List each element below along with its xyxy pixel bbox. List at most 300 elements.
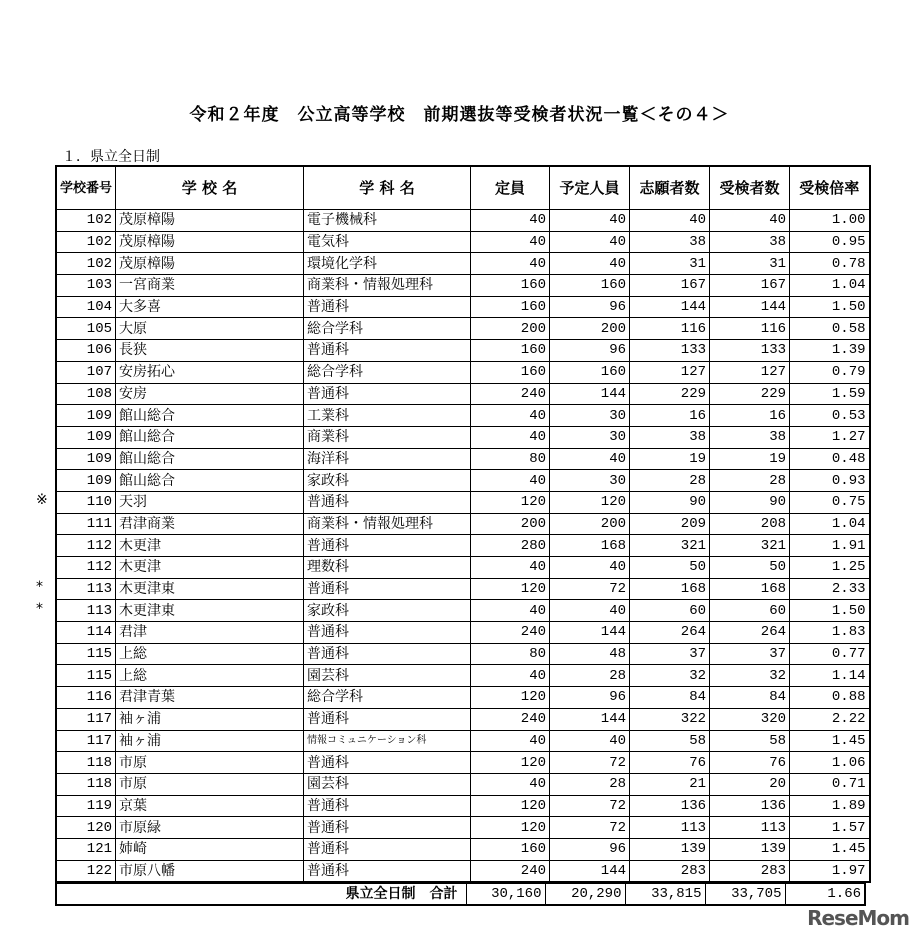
department-cell: 普通科 — [304, 817, 471, 839]
school-number-cell: 109 — [56, 448, 116, 470]
examinees-cell: 38 — [710, 231, 790, 253]
planned-cell: 72 — [550, 752, 630, 774]
capacity-cell: 40 — [471, 405, 550, 427]
school-number-cell: 118 — [56, 752, 116, 774]
department-cell: 普通科 — [304, 535, 471, 557]
table-row — [56, 231, 870, 253]
table-row — [56, 687, 870, 709]
total-applicants: 33,815 — [625, 883, 705, 905]
applicants-cell: 40 — [630, 210, 710, 232]
planned-cell: 200 — [550, 318, 630, 340]
planned-cell: 30 — [550, 405, 630, 427]
school-number-cell: 109 — [56, 470, 116, 492]
capacity-cell: 120 — [471, 817, 550, 839]
applicants-cell: 60 — [630, 600, 710, 622]
ratio-cell: 0.48 — [790, 448, 870, 470]
applicants-cell: 139 — [630, 838, 710, 860]
capacity-cell: 200 — [471, 318, 550, 340]
school-number-cell: 118 — [56, 773, 116, 795]
table-row — [56, 838, 870, 860]
school-number-cell: 102 — [56, 210, 116, 232]
examinees-cell: 38 — [710, 426, 790, 448]
school-name-cell: 君津商業 — [116, 513, 304, 535]
school-number-cell: 105 — [56, 318, 116, 340]
header-ratio: 受検倍率 — [790, 166, 870, 210]
ratio-cell: 1.04 — [790, 275, 870, 297]
table-row — [56, 535, 870, 557]
examinees-cell: 144 — [710, 296, 790, 318]
applicants-cell: 127 — [630, 361, 710, 383]
ratio-cell: 1.14 — [790, 665, 870, 687]
ratio-cell: 1.59 — [790, 383, 870, 405]
school-name-cell: 館山総合 — [116, 470, 304, 492]
department-cell: 普通科 — [304, 622, 471, 644]
ratio-cell: 0.58 — [790, 318, 870, 340]
ratio-cell: 2.22 — [790, 708, 870, 730]
school-number-cell: 114 — [56, 622, 116, 644]
department-cell: 電気科 — [304, 231, 471, 253]
examinees-cell: 32 — [710, 665, 790, 687]
school-name-cell: 袖ヶ浦 — [116, 730, 304, 752]
school-name-cell: 木更津東 — [116, 578, 304, 600]
capacity-cell: 240 — [471, 708, 550, 730]
table-row — [56, 513, 870, 535]
table-row — [56, 665, 870, 687]
school-number-cell: 115 — [56, 665, 116, 687]
applicants-cell: 167 — [630, 275, 710, 297]
examinees-cell: 168 — [710, 578, 790, 600]
planned-cell: 160 — [550, 275, 630, 297]
school-number-cell: 112 — [56, 557, 116, 579]
planned-cell: 40 — [550, 210, 630, 232]
school-number-cell: 109 — [56, 426, 116, 448]
table-row — [56, 318, 870, 340]
applicants-cell: 322 — [630, 708, 710, 730]
ratio-cell: 1.27 — [790, 426, 870, 448]
school-name-cell: 館山総合 — [116, 405, 304, 427]
ratio-cell: 0.79 — [790, 361, 870, 383]
school-name-cell: 安房拓心 — [116, 361, 304, 383]
planned-cell: 200 — [550, 513, 630, 535]
school-number-cell: 119 — [56, 795, 116, 817]
department-cell: 情報コミュニケーション科 — [304, 730, 471, 752]
applicants-cell: 209 — [630, 513, 710, 535]
header-department: 学 科 名 — [304, 166, 471, 210]
capacity-cell: 120 — [471, 795, 550, 817]
table-row — [56, 730, 870, 752]
school-number-cell: 107 — [56, 361, 116, 383]
planned-cell: 72 — [550, 817, 630, 839]
planned-cell: 30 — [550, 470, 630, 492]
page-title: 令和２年度 公立高等学校 前期選抜等受検者状況一覧＜その４＞ — [189, 105, 730, 125]
examinees-cell: 90 — [710, 491, 790, 513]
applicants-cell: 28 — [630, 470, 710, 492]
school-name-cell: 市原緑 — [116, 817, 304, 839]
school-number-cell: 117 — [56, 730, 116, 752]
school-number-cell: 120 — [56, 817, 116, 839]
school-number-cell: 103 — [56, 275, 116, 297]
school-name-cell: 君津青葉 — [116, 687, 304, 709]
header-school-name: 学 校 名 — [116, 166, 304, 210]
examinees-cell: 60 — [710, 600, 790, 622]
header-applicants: 志願者数 — [630, 166, 710, 210]
department-cell: 電子機械科 — [304, 210, 471, 232]
note-marker: * — [36, 578, 43, 595]
capacity-cell: 120 — [471, 752, 550, 774]
capacity-cell: 240 — [471, 383, 550, 405]
applicants-cell: 229 — [630, 383, 710, 405]
department-cell: 家政科 — [304, 470, 471, 492]
planned-cell: 96 — [550, 687, 630, 709]
department-cell: 普通科 — [304, 296, 471, 318]
applicants-cell: 19 — [630, 448, 710, 470]
department-cell: 普通科 — [304, 860, 471, 882]
resemom-logo: ReseMom — [807, 906, 909, 930]
planned-cell: 30 — [550, 426, 630, 448]
examinees-cell: 40 — [710, 210, 790, 232]
planned-cell: 40 — [550, 231, 630, 253]
planned-cell: 144 — [550, 708, 630, 730]
school-name-cell: 大多喜 — [116, 296, 304, 318]
table-row — [56, 557, 870, 579]
capacity-cell: 280 — [471, 535, 550, 557]
school-number-cell: 113 — [56, 600, 116, 622]
examinees-cell: 229 — [710, 383, 790, 405]
planned-cell: 144 — [550, 383, 630, 405]
ratio-cell: 0.78 — [790, 253, 870, 275]
department-cell: 園芸科 — [304, 665, 471, 687]
examinees-cell: 321 — [710, 535, 790, 557]
school-name-cell: 茂原樟陽 — [116, 253, 304, 275]
ratio-cell: 1.04 — [790, 513, 870, 535]
school-name-cell: 姉崎 — [116, 838, 304, 860]
applicants-cell: 37 — [630, 643, 710, 665]
capacity-cell: 40 — [471, 253, 550, 275]
planned-cell: 144 — [550, 622, 630, 644]
planned-cell: 72 — [550, 578, 630, 600]
applicants-cell: 90 — [630, 491, 710, 513]
total-examinees: 33,705 — [705, 883, 785, 905]
school-name-cell: 館山総合 — [116, 448, 304, 470]
capacity-cell: 240 — [471, 622, 550, 644]
examinees-cell: 76 — [710, 752, 790, 774]
planned-cell: 144 — [550, 860, 630, 882]
planned-cell: 40 — [550, 253, 630, 275]
examinees-cell: 116 — [710, 318, 790, 340]
ratio-cell: 1.91 — [790, 535, 870, 557]
school-name-cell: 京葉 — [116, 795, 304, 817]
capacity-cell: 40 — [471, 600, 550, 622]
department-cell: 普通科 — [304, 752, 471, 774]
capacity-cell: 160 — [471, 340, 550, 362]
table-row — [56, 795, 870, 817]
school-name-cell: 上総 — [116, 665, 304, 687]
examinees-cell: 127 — [710, 361, 790, 383]
ratio-cell: 1.57 — [790, 817, 870, 839]
planned-cell: 40 — [550, 448, 630, 470]
school-name-cell: 天羽 — [116, 491, 304, 513]
planned-cell: 120 — [550, 491, 630, 513]
header-capacity: 定員 — [471, 166, 550, 210]
capacity-cell: 160 — [471, 296, 550, 318]
ratio-cell: 1.25 — [790, 557, 870, 579]
ratio-cell: 1.06 — [790, 752, 870, 774]
capacity-cell: 40 — [471, 773, 550, 795]
planned-cell: 40 — [550, 557, 630, 579]
ratio-cell: 1.45 — [790, 838, 870, 860]
examinees-cell: 167 — [710, 275, 790, 297]
examinees-cell: 208 — [710, 513, 790, 535]
department-cell: 園芸科 — [304, 773, 471, 795]
department-cell: 総合学科 — [304, 361, 471, 383]
applicants-cell: 113 — [630, 817, 710, 839]
ratio-cell: 0.77 — [790, 643, 870, 665]
department-cell: 家政科 — [304, 600, 471, 622]
capacity-cell: 120 — [471, 687, 550, 709]
capacity-cell: 40 — [471, 426, 550, 448]
school-number-cell: 104 — [56, 296, 116, 318]
department-cell: 普通科 — [304, 383, 471, 405]
ratio-cell: 0.93 — [790, 470, 870, 492]
capacity-cell: 200 — [471, 513, 550, 535]
planned-cell: 28 — [550, 773, 630, 795]
department-cell: 普通科 — [304, 838, 471, 860]
applicants-cell: 38 — [630, 426, 710, 448]
department-cell: 商業科・情報処理科 — [304, 513, 471, 535]
ratio-cell: 1.00 — [790, 210, 870, 232]
applicants-cell: 168 — [630, 578, 710, 600]
school-name-cell: 大原 — [116, 318, 304, 340]
capacity-cell: 160 — [471, 838, 550, 860]
applicants-cell: 116 — [630, 318, 710, 340]
planned-cell: 96 — [550, 838, 630, 860]
school-name-cell: 市原 — [116, 773, 304, 795]
capacity-cell: 120 — [471, 578, 550, 600]
table-row — [56, 296, 870, 318]
ratio-cell: 1.97 — [790, 860, 870, 882]
examinees-cell: 139 — [710, 838, 790, 860]
capacity-cell: 40 — [471, 470, 550, 492]
planned-cell: 40 — [550, 600, 630, 622]
note-marker: * — [36, 600, 43, 617]
ratio-cell: 1.50 — [790, 296, 870, 318]
ratio-cell: 0.53 — [790, 405, 870, 427]
school-number-cell: 102 — [56, 231, 116, 253]
table-row — [56, 860, 870, 882]
total-planned: 20,290 — [545, 883, 625, 905]
department-cell: 工業科 — [304, 405, 471, 427]
header-school-number: 学校番号 — [56, 166, 116, 210]
table-row — [56, 491, 870, 513]
applicants-cell: 84 — [630, 687, 710, 709]
ratio-cell: 0.95 — [790, 231, 870, 253]
examinees-cell: 19 — [710, 448, 790, 470]
ratio-cell: 0.71 — [790, 773, 870, 795]
ratio-cell: 1.89 — [790, 795, 870, 817]
school-name-cell: 館山総合 — [116, 426, 304, 448]
total-ratio: 1.66 — [785, 883, 865, 905]
applicants-cell: 264 — [630, 622, 710, 644]
department-cell: 普通科 — [304, 340, 471, 362]
school-number-cell: 121 — [56, 838, 116, 860]
examinees-cell: 320 — [710, 708, 790, 730]
examinees-cell: 31 — [710, 253, 790, 275]
table-row — [56, 578, 870, 600]
ratio-cell: 0.75 — [790, 491, 870, 513]
examinees-cell: 58 — [710, 730, 790, 752]
table-row — [56, 643, 870, 665]
table-row — [56, 210, 870, 232]
total-capacity: 30,160 — [466, 883, 545, 905]
school-name-cell: 長狭 — [116, 340, 304, 362]
capacity-cell: 160 — [471, 361, 550, 383]
examinees-cell: 50 — [710, 557, 790, 579]
school-number-cell: 106 — [56, 340, 116, 362]
school-name-cell: 君津 — [116, 622, 304, 644]
capacity-cell: 80 — [471, 643, 550, 665]
applicants-cell: 321 — [630, 535, 710, 557]
table-row — [56, 752, 870, 774]
capacity-cell: 40 — [471, 210, 550, 232]
table-row — [56, 448, 870, 470]
table-row — [56, 405, 870, 427]
department-cell: 普通科 — [304, 643, 471, 665]
applicants-cell: 144 — [630, 296, 710, 318]
ratio-cell: 1.39 — [790, 340, 870, 362]
school-number-cell: 117 — [56, 708, 116, 730]
examinees-cell: 28 — [710, 470, 790, 492]
examinees-cell: 264 — [710, 622, 790, 644]
applicants-cell: 38 — [630, 231, 710, 253]
applicants-cell: 58 — [630, 730, 710, 752]
header-planned: 予定人員 — [550, 166, 630, 210]
examinees-cell: 136 — [710, 795, 790, 817]
school-name-cell: 袖ヶ浦 — [116, 708, 304, 730]
department-cell: 普通科 — [304, 708, 471, 730]
applicants-cell: 31 — [630, 253, 710, 275]
table-row — [56, 622, 870, 644]
table-row — [56, 817, 870, 839]
applicants-cell: 16 — [630, 405, 710, 427]
applicants-cell: 21 — [630, 773, 710, 795]
ratio-cell: 0.88 — [790, 687, 870, 709]
applicant-table — [55, 165, 871, 883]
applicants-cell: 76 — [630, 752, 710, 774]
examinees-cell: 20 — [710, 773, 790, 795]
capacity-cell: 40 — [471, 557, 550, 579]
planned-cell: 168 — [550, 535, 630, 557]
planned-cell: 48 — [550, 643, 630, 665]
school-number-cell: 102 — [56, 253, 116, 275]
total-table — [55, 882, 866, 906]
table-row — [56, 470, 870, 492]
applicants-cell: 136 — [630, 795, 710, 817]
department-cell: 環境化学科 — [304, 253, 471, 275]
department-cell: 普通科 — [304, 491, 471, 513]
capacity-cell: 160 — [471, 275, 550, 297]
table-row — [56, 773, 870, 795]
capacity-cell: 40 — [471, 231, 550, 253]
school-number-cell: 110 — [56, 491, 116, 513]
table-row — [56, 340, 870, 362]
examinees-cell: 133 — [710, 340, 790, 362]
ratio-cell: 1.50 — [790, 600, 870, 622]
section-heading: １．県立全日制 — [62, 149, 160, 165]
school-number-cell: 116 — [56, 687, 116, 709]
school-name-cell: 安房 — [116, 383, 304, 405]
header-examinees: 受検者数 — [710, 166, 790, 210]
school-name-cell: 上総 — [116, 643, 304, 665]
school-name-cell: 木更津 — [116, 557, 304, 579]
school-name-cell: 茂原樟陽 — [116, 231, 304, 253]
school-number-cell: 109 — [56, 405, 116, 427]
school-number-cell: 108 — [56, 383, 116, 405]
department-cell: 理数科 — [304, 557, 471, 579]
examinees-cell: 113 — [710, 817, 790, 839]
school-name-cell: 一宮商業 — [116, 275, 304, 297]
department-cell: 海洋科 — [304, 448, 471, 470]
applicants-cell: 50 — [630, 557, 710, 579]
total-row — [56, 883, 865, 905]
table-row — [56, 708, 870, 730]
school-number-cell: 112 — [56, 535, 116, 557]
ratio-cell: 1.45 — [790, 730, 870, 752]
school-number-cell: 115 — [56, 643, 116, 665]
capacity-cell: 120 — [471, 491, 550, 513]
capacity-cell: 40 — [471, 665, 550, 687]
school-name-cell: 市原八幡 — [116, 860, 304, 882]
department-cell: 普通科 — [304, 578, 471, 600]
planned-cell: 40 — [550, 730, 630, 752]
planned-cell: 96 — [550, 296, 630, 318]
department-cell: 普通科 — [304, 795, 471, 817]
school-number-cell: 113 — [56, 578, 116, 600]
school-name-cell: 木更津 — [116, 535, 304, 557]
ratio-cell: 1.83 — [790, 622, 870, 644]
department-cell: 商業科 — [304, 426, 471, 448]
department-cell: 総合学科 — [304, 318, 471, 340]
applicants-cell: 283 — [630, 860, 710, 882]
examinees-cell: 37 — [710, 643, 790, 665]
department-cell: 総合学科 — [304, 687, 471, 709]
school-name-cell: 木更津東 — [116, 600, 304, 622]
applicants-cell: 32 — [630, 665, 710, 687]
department-cell: 商業科・情報処理科 — [304, 275, 471, 297]
applicants-cell: 133 — [630, 340, 710, 362]
planned-cell: 96 — [550, 340, 630, 362]
capacity-cell: 240 — [471, 860, 550, 882]
planned-cell: 160 — [550, 361, 630, 383]
note-marker: ※ — [36, 492, 48, 509]
total-label: 県立全日制 合計 — [56, 883, 466, 905]
school-name-cell: 市原 — [116, 752, 304, 774]
planned-cell: 72 — [550, 795, 630, 817]
table-row — [56, 361, 870, 383]
school-name-cell: 茂原樟陽 — [116, 210, 304, 232]
examinees-cell: 84 — [710, 687, 790, 709]
examinees-cell: 16 — [710, 405, 790, 427]
table-row — [56, 426, 870, 448]
examinees-cell: 283 — [710, 860, 790, 882]
school-number-cell: 111 — [56, 513, 116, 535]
capacity-cell: 40 — [471, 730, 550, 752]
table-row — [56, 383, 870, 405]
school-number-cell: 122 — [56, 860, 116, 882]
table-row — [56, 600, 870, 622]
ratio-cell: 2.33 — [790, 578, 870, 600]
table-row — [56, 275, 870, 297]
header-row — [56, 166, 870, 210]
